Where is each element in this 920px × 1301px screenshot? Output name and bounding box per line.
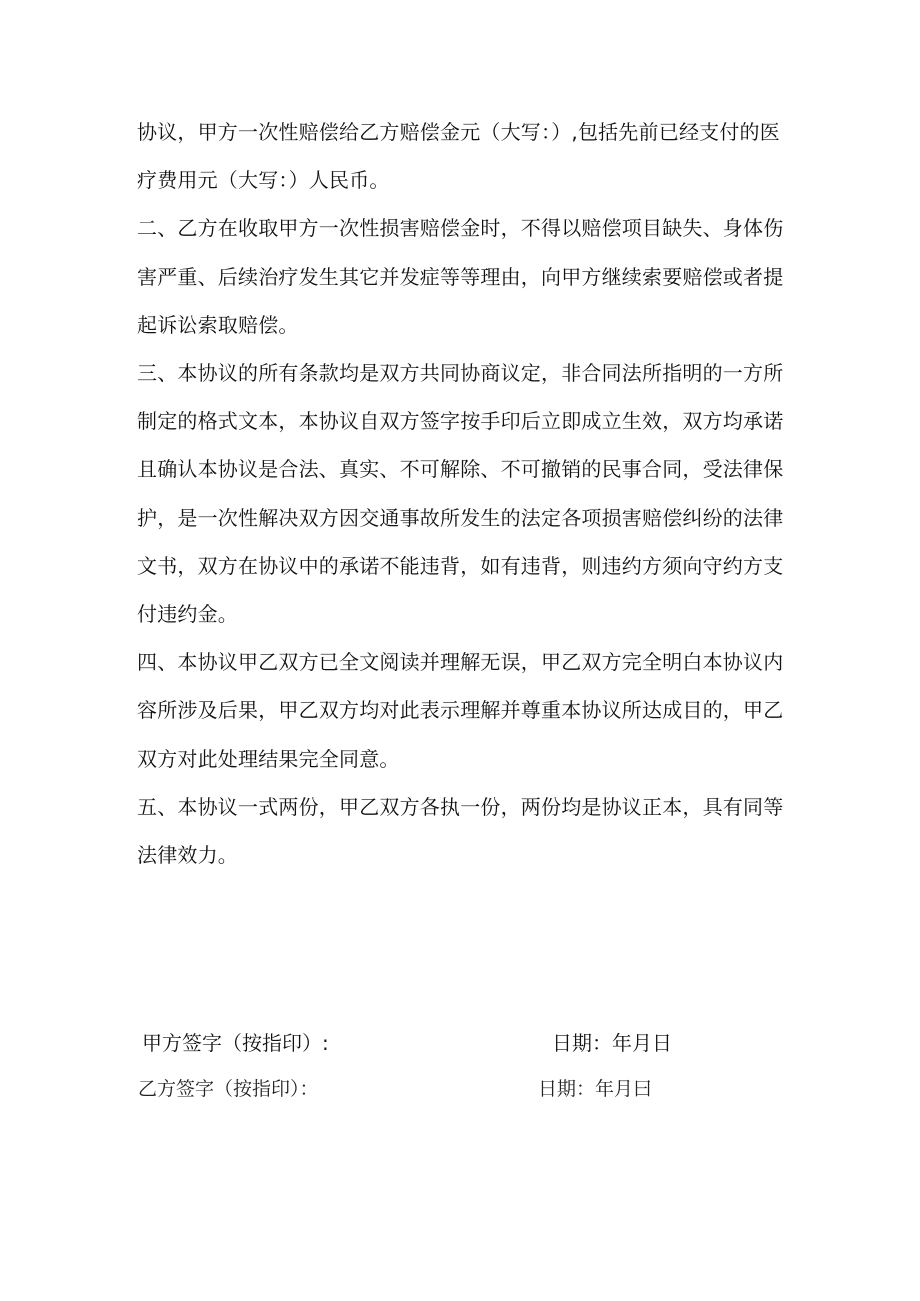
party-b-date-label: 日期：年月曰 — [538, 1078, 653, 1100]
paragraph-compensation: 协议，甲方一次性赔偿给乙方赔偿金元（大写：）,包括先前已经支付的医疗费用元（大写：）人民币。 — [137, 120, 780, 193]
party-b-signature-label: 乙方签字（按指印）： — [138, 1078, 319, 1100]
party-a-date-label: 日期：年月日 — [552, 1031, 672, 1055]
paragraph-clause-5: 五、本协议一式两份，甲乙双方各执一份，两份均是协议正本，具有同等法律效力。 — [137, 794, 784, 868]
party-a-signature-label: 甲方签字（按指印）: — [142, 1031, 329, 1055]
paragraph-clause-4: 四、本协议甲乙双方已全文阅读并理解无误，甲乙双方完全明白本协议内容所涉及后果，甲乙双方均对此表示理解并尊重本协议所达成目的，甲乙双方对此处理结果完全同意。 — [137, 650, 784, 771]
party-b-signature-row — [0, 1074, 920, 1114]
paragraph-clause-3: 三、本协议的所有条款均是双方共同协商议定，非合同法所指明的一方所制定的格式文本，本协议自双方签字按手印后立即成立生效，双方均承诺且确认本协议是合法、真实、不可解除、不可撤销的民事合同，受法律保护，是一次性解决双方因交通事故所发生的法定各项损害赔偿纠纷的法律文书，双方在协议中的承诺不能违背，如有违背，则违约方须向守约方支付违约金。 — [137, 361, 784, 627]
paragraph-clause-2: 二、乙方在收取甲方一次性损害赔偿金时，不得以赔偿项目缺失、身体伤害严重、后续治疗发生其它并发症等等理由，向甲方继续索要赔偿或者提起诉讼索取赔偿。 — [137, 216, 784, 337]
party-a-signature-row — [0, 1027, 920, 1067]
agreement-body — [137, 108, 787, 879]
